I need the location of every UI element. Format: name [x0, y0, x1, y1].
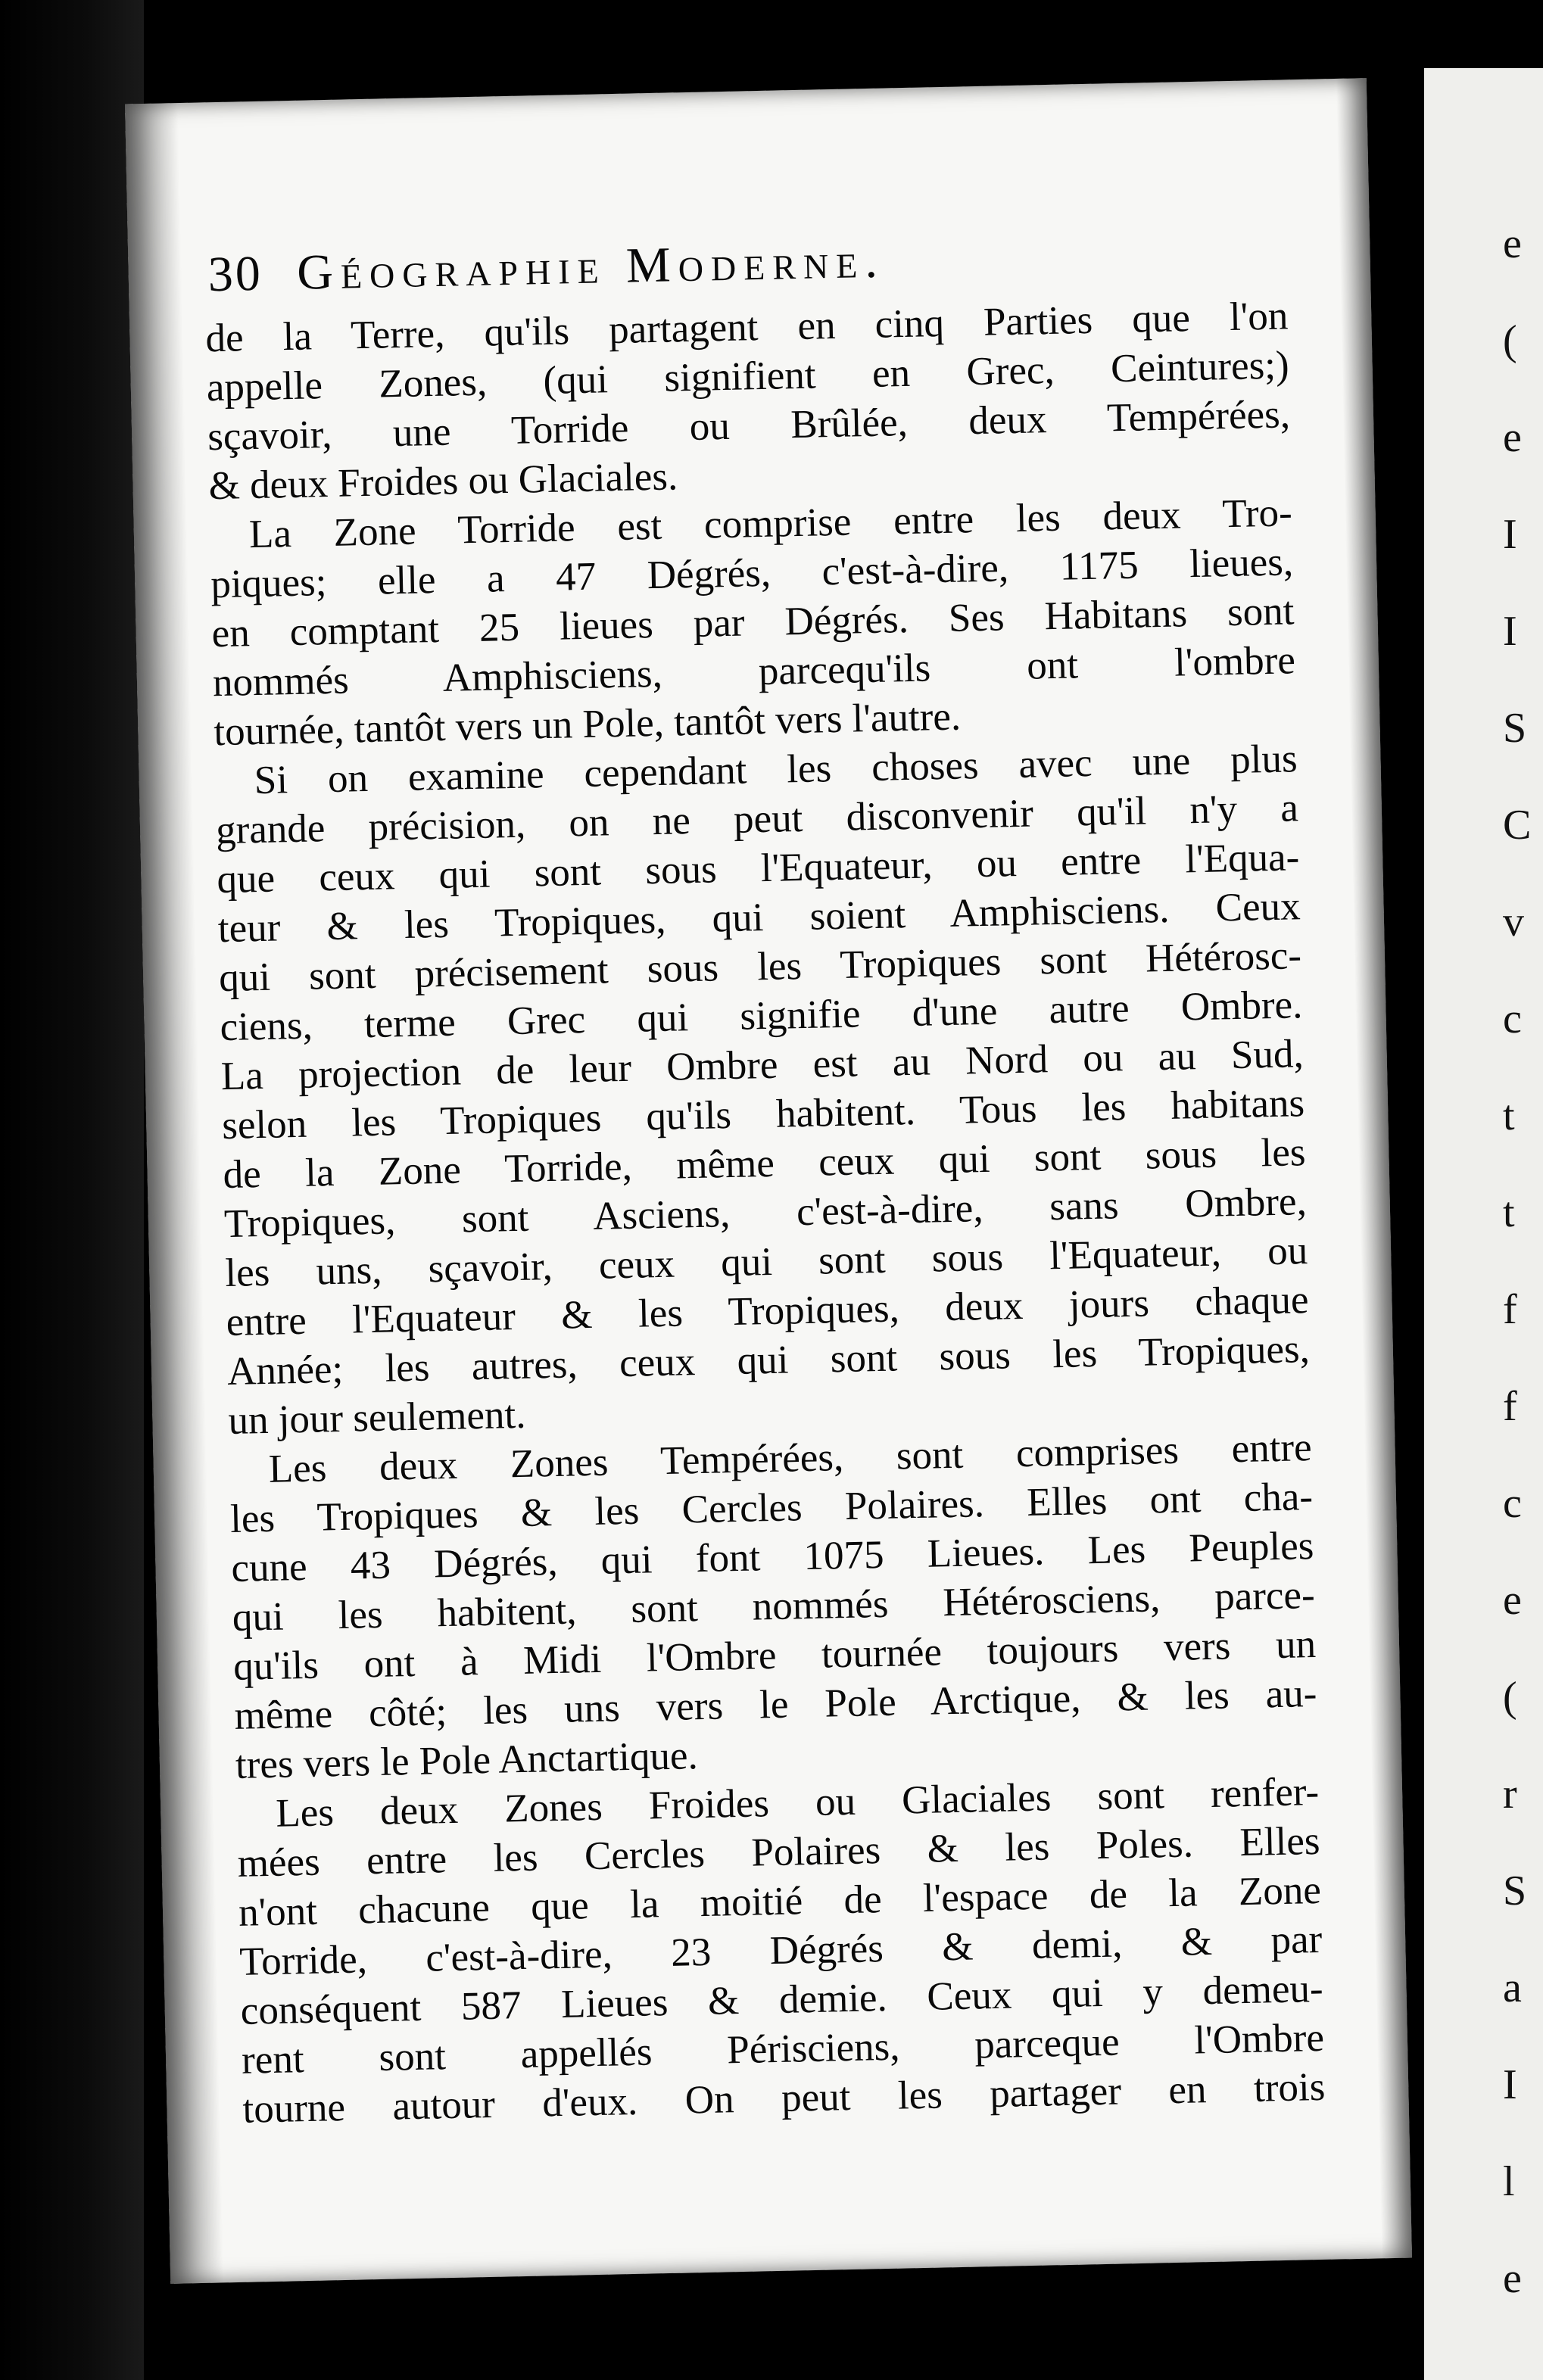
facing-page-fragment: r — [1503, 1771, 1517, 1818]
text-line: appelle Zones, (qui signifient en Grec, Ceintures;) — [206, 343, 1290, 410]
facing-page-fragment: e — [1503, 2255, 1522, 2302]
text-line: même côté; les uns vers le Pole Arctique, & les au- — [234, 1671, 1317, 1738]
facing-page-fragment: c — [1503, 995, 1522, 1042]
text-line: grande précision, on ne peut disconvenir qu'il n'y a — [215, 786, 1299, 853]
facing-page-fragment: t — [1503, 1092, 1515, 1139]
running-header — [207, 224, 1283, 304]
facing-page-fragment: I — [1503, 2061, 1517, 2108]
text-line: sçavoir, une Torride ou Brûlée, deux Tempérées, — [207, 392, 1291, 459]
facing-page-fragment: e — [1503, 414, 1522, 461]
text-line: piques; elle a 47 Dégrés, c'est-à-dire, 1175 lieues, — [210, 540, 1294, 607]
text-line: Les deux Zones Froides ou Glaciales sont renfer- — [275, 1769, 1320, 1836]
text-line: La Zone Torride est comprise entre les deux Tro- — [248, 491, 1293, 557]
text-line: en comptant 25 lieues par Dégrés. Ses Habitans sont — [211, 589, 1295, 656]
text-line: de la Terre, qu'ils partagent en cinq Parties que l'on — [204, 294, 1289, 361]
facing-page-fragment: I — [1503, 511, 1517, 558]
facing-page-fragment: e — [1503, 1577, 1522, 1624]
text-line: teur & les Tropiques, qui soient Amphisciens. Ceux — [217, 884, 1301, 952]
page-gap — [1412, 68, 1424, 2380]
gutter-shadow — [1336, 78, 1412, 2258]
facing-page-fragment: e — [1503, 220, 1522, 267]
facing-page-fragment: t — [1503, 1189, 1515, 1236]
facing-page-fragment: l — [1503, 2158, 1515, 2205]
running-title: Géographie Moderne. — [296, 232, 886, 301]
facing-page-fragment: ( — [1503, 1674, 1517, 1721]
text-line: qui les habitent, sont nommés Hétérosciens, parce- — [232, 1573, 1316, 1640]
text-line: Année; les autres, ceux qui sont sous les Tropiques, — [226, 1327, 1311, 1394]
facing-page-fragment: S — [1503, 1868, 1527, 1914]
text-line: que ceux qui sont sous l'Equateur, ou entre l'Equa- — [216, 835, 1300, 902]
facing-page-fragment: ( — [1503, 317, 1517, 364]
text-line: qu'ils ont à Midi l'Ombre tournée toujours vers un — [232, 1621, 1317, 1689]
scan-border-left — [0, 0, 144, 2380]
page-number: 30 — [207, 245, 263, 303]
facing-page-fragment: I — [1503, 608, 1517, 655]
body-text — [205, 291, 1326, 2134]
facing-page-fragment: C — [1503, 802, 1532, 849]
text-line: n'ont chacune que la moitié de l'espace de la Zone — [238, 1868, 1322, 1935]
facing-page-fragment: a — [1503, 1964, 1522, 2011]
text-line: entre l'Equateur & les Tropiques, deux jours chaque — [226, 1278, 1310, 1345]
text-line: rent sont appellés Périsciens, parceque l'Ombre — [241, 2015, 1325, 2082]
text-line: mées entre les Cercles Polaires & les Poles. Elles — [237, 1818, 1321, 1886]
text-line: & deux Froides ou Glaciales. — [208, 454, 678, 509]
facing-page-fragment: S — [1503, 705, 1527, 752]
book-page — [125, 78, 1412, 2284]
text-line: cune 43 Dégrés, qui font 1075 Lieues. Les Peuples — [230, 1524, 1314, 1590]
text-line: Si on examine cependant les choses avec une plus — [254, 737, 1298, 803]
text-line: les uns, sçavoir, ceux qui sont sous l'Equateur, ou — [224, 1229, 1308, 1296]
text-line: tournée, tantôt vers un Pole, tantôt vers l'autre. — [213, 694, 962, 755]
text-line: La projection de leur Ombre est au Nord ou au Sud, — [220, 1032, 1305, 1099]
facing-page-fragment: f — [1503, 1383, 1517, 1430]
text-line: tourne autour d'eux. On peut les partager en trois — [242, 2064, 1326, 2132]
text-line: selon les Tropiques qu'ils habitent. Tous les habitans — [221, 1081, 1305, 1148]
facing-page-edge — [1412, 68, 1543, 2380]
facing-page-fragment: v — [1503, 899, 1524, 945]
text-line: conséquent 587 Lieues & demie. Ceux qui y demeu- — [240, 1966, 1324, 2033]
facing-page-fragment: c — [1503, 1480, 1522, 1527]
text-line: Tropiques, sont Asciens, c'est-à-dire, sans Ombre, — [223, 1179, 1308, 1247]
text-line: ciens, terme Grec qui signifie d'une autre Ombre. — [219, 983, 1303, 1050]
text-line: de la Zone Torride, même ceux qui sont sous les — [223, 1130, 1306, 1198]
text-line: les Tropiques & les Cercles Polaires. Elles ont cha- — [229, 1475, 1314, 1541]
text-line: un jour seulement. — [227, 1392, 527, 1444]
text-line: qui sont précisement sous les Tropiques sont Hétérosc- — [218, 933, 1302, 1001]
text-line: Torride, c'est-à-dire, 23 Dégrés & demi, & par — [238, 1917, 1323, 1984]
text-line: tres vers le Pole Anctartique. — [235, 1734, 699, 1787]
text-line: nommés Amphisciens, parcequ'ils ont l'ombre — [212, 638, 1296, 706]
facing-page-fragment: f — [1503, 1286, 1517, 1333]
text-line: Les deux Zones Tempérées, sont comprises entre — [268, 1425, 1313, 1491]
